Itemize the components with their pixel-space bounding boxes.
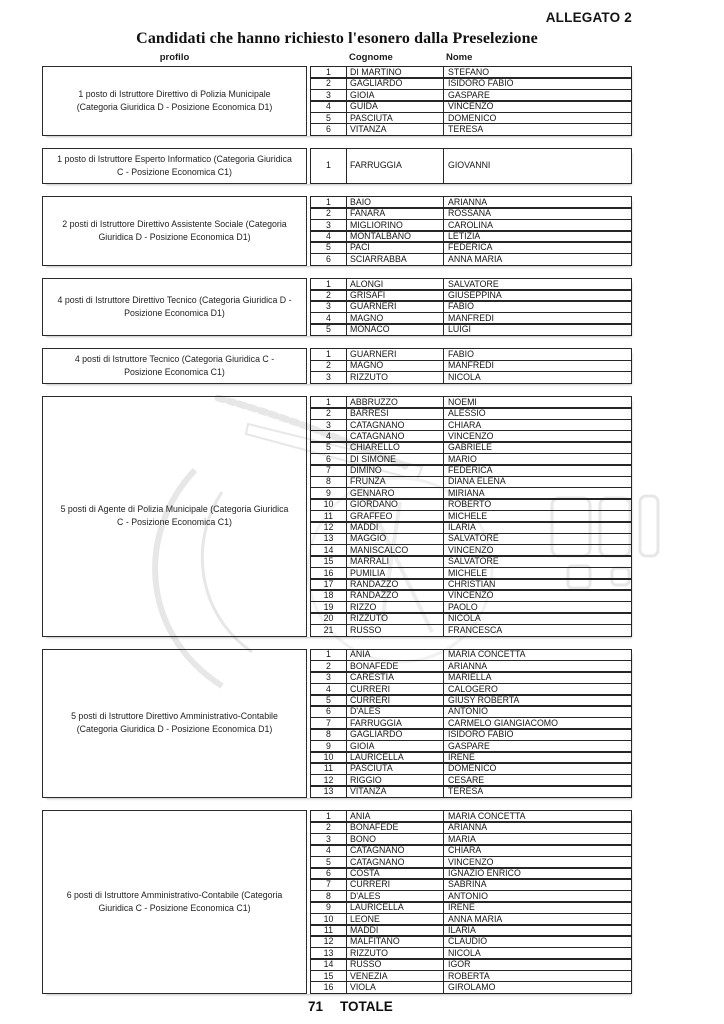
candidate-firstname: LETIZIA [448, 231, 481, 241]
candidate-number: 7 [311, 879, 347, 890]
candidate-firstname: IGOR [448, 959, 471, 970]
candidate-number: 3 [311, 834, 347, 845]
candidate-firstname: SALVATORE [448, 278, 499, 289]
candidate-firstname: ANTONIO [448, 706, 488, 717]
candidate-firstname: MARIA [448, 833, 476, 844]
profile-description: 4 posti di Istruttore Direttivo Tecnico (Categoria Giuridica D - Posizione Economica D1) [42, 278, 307, 336]
candidate-number: 4 [311, 231, 347, 242]
candidate-firstname: SALVATORE [448, 556, 499, 567]
candidate-firstname: MARIELLA [448, 672, 492, 683]
candidate-firstname: IRENE [448, 752, 475, 762]
candidate-firstname: IRENE [448, 902, 475, 913]
profile-section [42, 348, 632, 384]
candidate-surname: CURRERI [347, 684, 444, 695]
candidate-surname: VITANZA [347, 786, 444, 797]
candidate-firstname: MICHELE [448, 567, 488, 578]
candidate-surname: FARRUGGIA [347, 718, 444, 729]
candidate-firstname: NOEMI [448, 396, 477, 407]
candidate-surname: VIOLA [347, 982, 444, 993]
candidate-surname: ANIA [347, 811, 444, 822]
candidate-firstname: ARIANNA [448, 822, 488, 833]
candidate-surname: VENEZIA [347, 971, 444, 982]
candidate-firstname: NICOLA [448, 947, 481, 958]
candidate-surname: CARESTIA [347, 672, 444, 683]
candidate-firstname: LUIGI [448, 324, 471, 335]
candidate-firstname: MANFREDI [448, 312, 494, 323]
candidate-number: 2 [311, 290, 347, 301]
candidate-surname: DI SIMONE [347, 454, 444, 465]
profile-section [42, 66, 632, 136]
candidates-table [310, 148, 632, 184]
attachment-label: ALLEGATO 2 [545, 10, 632, 25]
candidate-firstname: IGNAZIO ENRICO [448, 868, 521, 878]
candidate-surname: GUIDA [347, 101, 444, 112]
candidate-surname: FRUNZA [347, 477, 444, 488]
candidate-firstname: ROBERTA [448, 970, 490, 981]
candidate-firstname: FABIO [448, 349, 474, 360]
candidate-surname: RIGGIO [347, 775, 444, 786]
candidate-number: 10 [311, 499, 347, 510]
profile-description: 4 posti di Istruttore Tecnico (Categoria Giuridica C - Posizione Economica C1) [42, 348, 307, 384]
candidate-firstname: FEDERICA [448, 242, 493, 253]
candidate-firstname: CHIARA [448, 845, 482, 856]
candidate-surname: FANARA [347, 208, 444, 219]
candidate-firstname: TERESA [448, 123, 484, 134]
candidate-firstname: ANNA MARIA [448, 913, 503, 924]
candidate-number: 6 [311, 868, 347, 879]
candidate-surname: GRAFFEO [347, 511, 444, 522]
candidate-surname: DIMINO [347, 465, 444, 476]
candidate-surname: MONTALBANO [347, 231, 444, 242]
candidate-firstname: ROSSANA [448, 208, 492, 219]
candidate-surname: GRISAFI [347, 290, 444, 301]
candidate-surname: RUSSO [347, 959, 444, 970]
candidate-firstname: CHIARA [448, 419, 482, 430]
candidate-number: 9 [311, 488, 347, 499]
profile-description: 5 posti di Agente di Polizia Municipale (Categoria Giuridica C - Posizione Economica C1) [42, 396, 307, 637]
candidate-firstname: GIUSEPPINA [448, 290, 502, 301]
candidate-firstname: GASPARE [448, 89, 490, 100]
candidate-surname: GAGLIARDO [347, 78, 444, 89]
candidate-number: 5 [311, 857, 347, 868]
candidate-surname: RANDAZZO [347, 590, 444, 601]
candidate-number: 1 [311, 67, 347, 78]
candidate-number: 11 [311, 511, 347, 522]
candidate-number: 2 [311, 361, 347, 372]
document-content [42, 10, 632, 1014]
candidate-firstname: ARIANNA [448, 196, 488, 207]
candidate-surname: MALFITANO [347, 936, 444, 947]
candidate-firstname: GASPARE [448, 740, 490, 751]
candidate-number: 10 [311, 914, 347, 925]
profile-description: 2 posti di Istruttore Direttivo Assistente Sociale (Categoria Giuridica D - Posizione Economica D1) [42, 196, 307, 266]
candidate-row [310, 253, 632, 266]
candidate-surname: BARRESI [347, 408, 444, 419]
candidate-firstname: VINCENZO [448, 430, 494, 441]
candidate-row [310, 624, 632, 637]
candidate-number: 13 [311, 786, 347, 797]
candidate-surname: ALONGI [347, 279, 444, 290]
candidate-surname: RIZZO [347, 602, 444, 613]
candidate-firstname: VINCENZO [448, 856, 494, 867]
total-value: 71 [308, 998, 324, 1014]
candidate-surname: GIOIA [347, 741, 444, 752]
candidate-number: 5 [311, 113, 347, 124]
candidate-firstname: VINCENZO [448, 590, 494, 601]
candidate-number: 12 [311, 936, 347, 947]
candidate-number: 1 [311, 811, 347, 822]
candidate-firstname: ILARIA [448, 925, 476, 935]
candidate-surname: PASCIUTA [347, 763, 444, 774]
candidate-number: 3 [311, 220, 347, 231]
candidate-surname: PACI [347, 242, 444, 253]
sections [42, 66, 632, 994]
profile-section [42, 148, 632, 184]
candidate-firstname: ISIDORO FABIO [448, 78, 514, 89]
candidates-table [310, 396, 632, 637]
candidate-firstname: MICHELE [448, 510, 488, 521]
candidate-number: 12 [311, 522, 347, 533]
candidate-surname: GAGLIARDO [347, 729, 444, 740]
candidate-firstname: ARIANNA [448, 660, 488, 671]
candidate-firstname: MARIO [448, 453, 477, 464]
candidate-firstname: ANNA MARIA [448, 253, 503, 264]
profile-description: 6 posti di Istruttore Amministrativo-Contabile (Categoria Giuridica C - Posizione Economica C1) [42, 810, 307, 994]
profile-section [42, 196, 632, 266]
candidate-firstname: CHRISTIAN [448, 579, 496, 589]
candidate-firstname: SABRINA [448, 879, 487, 890]
candidate-number: 2 [311, 78, 347, 89]
candidate-firstname: MARIA CONCETTA [448, 649, 526, 660]
profile-description: 5 posti di Istruttore Direttivo Amministrativo-Contabile (Categoria Giuridica D - Posizione Economica D1) [42, 649, 307, 799]
candidates-table [310, 649, 632, 799]
candidate-firstname: GIOVANNI [448, 160, 491, 171]
candidate-firstname: VINCENZO [448, 101, 494, 112]
candidate-number: 11 [311, 763, 347, 774]
column-header-nome: Nome [446, 52, 473, 63]
candidate-number: 2 [311, 822, 347, 833]
candidate-firstname: GIUSY ROBERTA [448, 695, 520, 706]
candidate-firstname: FABIO [448, 301, 474, 312]
candidate-number: 4 [311, 684, 347, 695]
candidate-number: 8 [311, 891, 347, 902]
candidate-firstname: MANFREDI [448, 360, 494, 371]
candidates-table [310, 66, 632, 136]
candidate-surname: GENNARO [347, 488, 444, 499]
candidate-number: 3 [311, 372, 347, 383]
candidate-surname: MAGGIO [347, 534, 444, 545]
candidate-number: 14 [311, 545, 347, 556]
page-title: Candidati che hanno richiesto l'esonero dalla Preselezione [136, 30, 538, 47]
candidate-number: 20 [311, 613, 347, 624]
candidate-number: 6 [311, 254, 347, 265]
candidate-number: 6 [311, 706, 347, 717]
candidate-firstname: CLAUDIO [448, 936, 488, 947]
candidate-number: 18 [311, 590, 347, 601]
candidate-row [310, 371, 632, 384]
candidate-number: 6 [311, 124, 347, 135]
candidate-surname: CURRERI [347, 879, 444, 890]
candidate-number: 13 [311, 948, 347, 959]
candidate-surname: GIORDANO [347, 499, 444, 510]
candidate-surname: LAURICELLA [347, 902, 444, 913]
candidate-number: 5 [311, 695, 347, 706]
candidate-row [310, 785, 632, 798]
candidate-surname: MIGLIORINO [347, 220, 444, 231]
candidate-firstname: CARMELO GIANGIACOMO [448, 717, 558, 728]
column-header-cognome: Cognome [349, 52, 393, 63]
profile-description: 1 posto di Istruttore Direttivo di Polizia Municipale (Categoria Giuridica D - Posizione Economica D1) [42, 66, 307, 136]
candidates-table [310, 196, 632, 266]
candidate-surname: GUARNERI [347, 349, 444, 360]
candidate-number: 2 [311, 661, 347, 672]
candidate-number: 3 [311, 301, 347, 312]
candidate-firstname: NICOLA [448, 613, 481, 624]
candidate-number: 13 [311, 534, 347, 545]
candidate-firstname: GABRIELE [448, 442, 493, 453]
candidate-surname: BONO [347, 834, 444, 845]
candidate-number: 4 [311, 101, 347, 112]
candidate-surname: GUARNERI [347, 301, 444, 312]
candidate-surname: RANDAZZO [347, 579, 444, 590]
candidate-surname: BONAFEDE [347, 661, 444, 672]
candidate-firstname: DIANA ELENA [448, 476, 506, 487]
candidate-surname: CURRERI [347, 695, 444, 706]
candidate-surname: VITANZA [347, 124, 444, 135]
candidate-surname: CATAGNANO [347, 845, 444, 856]
candidate-firstname: ALESSIO [448, 408, 486, 419]
candidate-number: 19 [311, 602, 347, 613]
candidate-firstname: ROBERTO [448, 499, 492, 510]
candidate-surname: MANISCALCO [347, 545, 444, 556]
candidate-firstname: VINCENZO [448, 544, 494, 555]
total-label: TOTALE [340, 998, 393, 1014]
candidate-number: 5 [311, 442, 347, 453]
candidate-number: 5 [311, 324, 347, 335]
candidate-number: 1 [311, 197, 347, 208]
candidate-surname: MADDI [347, 925, 444, 936]
candidate-firstname: MIRIANA [448, 487, 485, 498]
candidate-number: 11 [311, 925, 347, 936]
candidate-firstname: NICOLA [448, 371, 481, 382]
candidate-surname: D'ALES [347, 706, 444, 717]
candidate-firstname: FRANCESCA [448, 624, 503, 635]
candidate-number: 1 [311, 279, 347, 290]
candidate-number: 8 [311, 477, 347, 488]
candidate-surname: ANIA [347, 650, 444, 661]
profile-section [42, 810, 632, 994]
candidate-surname: RIZZUTO [347, 613, 444, 624]
candidate-surname: RIZZUTO [347, 948, 444, 959]
candidate-surname: BONAFEDE [347, 822, 444, 833]
candidate-number: 9 [311, 902, 347, 913]
candidate-number: 17 [311, 579, 347, 590]
candidate-firstname: CALOGERO [448, 683, 498, 694]
column-header-profilo: profilo [159, 52, 190, 63]
candidate-surname: LEONE [347, 914, 444, 925]
candidate-surname: MARRALI [347, 556, 444, 567]
candidate-number: 7 [311, 465, 347, 476]
profile-section [42, 649, 632, 799]
candidate-number: 16 [311, 568, 347, 579]
candidate-firstname: TERESA [448, 786, 484, 797]
candidate-number: 4 [311, 431, 347, 442]
candidate-number: 12 [311, 775, 347, 786]
candidate-firstname: FEDERICA [448, 465, 493, 476]
candidate-firstname: SALVATORE [448, 533, 499, 544]
column-headers [42, 52, 632, 66]
candidate-number: 2 [311, 208, 347, 219]
candidate-firstname: DOMENICO [448, 112, 497, 123]
candidate-surname: CHIARELLO [347, 442, 444, 453]
candidate-row [310, 323, 632, 336]
candidate-surname: RUSSO [347, 625, 444, 636]
candidate-number: 4 [311, 845, 347, 856]
candidate-number: 1 [311, 397, 347, 408]
candidate-surname: BAIO [347, 197, 444, 208]
candidate-row [310, 981, 632, 994]
candidate-firstname: CAROLINA [448, 219, 493, 230]
candidate-number: 15 [311, 556, 347, 567]
candidate-firstname: ISIDORO FABIO [448, 729, 514, 740]
total-row [308, 999, 632, 1014]
candidate-surname: CATAGNANO [347, 420, 444, 431]
candidate-surname: LAURICELLA [347, 752, 444, 763]
profile-description: 1 posto di Istruttore Esperto Informatico (Categoria Giuridica C - Posizione Economica C1) [42, 148, 307, 184]
candidate-firstname: STEFANO [448, 67, 490, 77]
candidate-number: 1 [311, 650, 347, 661]
profile-section [42, 396, 632, 637]
candidates-table [310, 348, 632, 384]
candidate-surname: MADDI [347, 522, 444, 533]
candidate-number: 1 [311, 349, 347, 360]
candidate-surname: RIZZUTO [347, 372, 444, 383]
candidate-number: 14 [311, 959, 347, 970]
candidate-firstname: MARIA CONCETTA [448, 811, 526, 822]
candidate-firstname: CESARE [448, 774, 485, 785]
candidate-firstname: DOMENICO [448, 763, 497, 774]
candidate-firstname: ILARIA [448, 522, 476, 533]
candidate-number: 4 [311, 313, 347, 324]
candidate-number: 16 [311, 982, 347, 993]
candidate-number: 3 [311, 90, 347, 101]
candidate-firstname: ANTONIO [448, 890, 488, 901]
candidate-surname: D'ALES [347, 891, 444, 902]
candidates-table [310, 810, 632, 994]
candidate-surname: PUMILIA [347, 568, 444, 579]
candidate-surname: FARRUGGIA [347, 149, 444, 183]
candidate-number: 21 [311, 625, 347, 636]
candidate-number: 3 [311, 420, 347, 431]
candidate-number: 10 [311, 752, 347, 763]
candidate-row [310, 148, 632, 184]
candidate-surname: SCIARRABBA [347, 254, 444, 265]
candidate-surname: ABBRUZZO [347, 397, 444, 408]
candidate-surname: GIOIA [347, 90, 444, 101]
candidate-number: 2 [311, 408, 347, 419]
candidate-surname: CATAGNANO [347, 857, 444, 868]
candidate-firstname: PAOLO [448, 601, 478, 612]
candidate-number: 15 [311, 971, 347, 982]
candidate-surname: MAGNO [347, 313, 444, 324]
candidate-surname: CATAGNANO [347, 431, 444, 442]
candidate-number: 3 [311, 672, 347, 683]
candidate-number: 8 [311, 729, 347, 740]
candidate-number: 9 [311, 741, 347, 752]
candidate-number: 5 [311, 242, 347, 253]
candidate-number: 6 [311, 454, 347, 465]
candidate-number: 7 [311, 718, 347, 729]
candidate-number: 1 [311, 149, 347, 183]
candidate-surname: PASCIUTA [347, 113, 444, 124]
candidate-surname: MONACO [347, 324, 444, 335]
candidates-table [310, 278, 632, 336]
candidate-surname: DI MARTINO [347, 67, 444, 78]
candidate-surname: COSTA [347, 868, 444, 879]
profile-section [42, 278, 632, 336]
candidate-surname: MAGNO [347, 361, 444, 372]
candidate-row [310, 123, 632, 136]
candidate-firstname: GIROLAMO [448, 981, 496, 992]
